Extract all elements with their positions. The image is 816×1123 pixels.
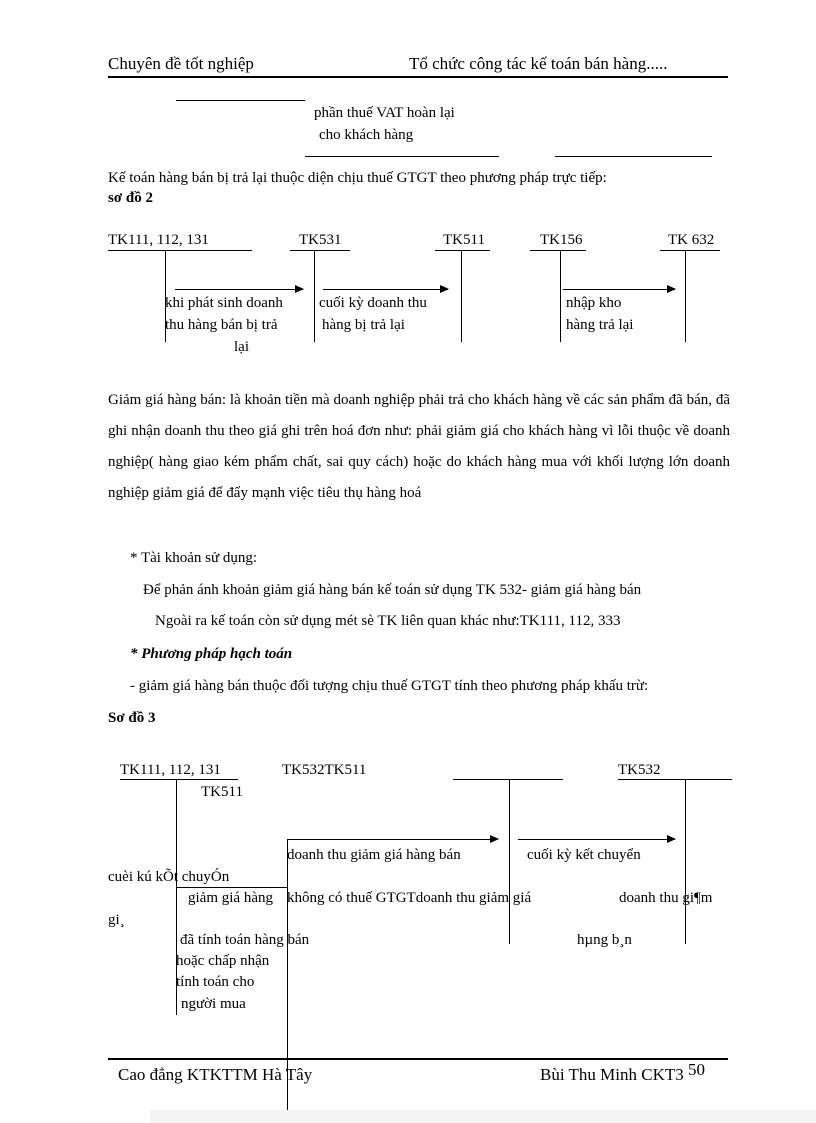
header-right: Tổ chức công tác kế toán bán hàng..... [409,54,668,73]
footer-right: Bùi Thu Minh CKT3 [540,1065,684,1084]
d2-note-1-line-1: khi phát sinh doanh [165,295,283,311]
d3-note-transfer: cuèi kú kÕt chuyÓn [108,869,230,885]
d3-v-line-4 [685,779,686,944]
d3-note-novat: không có thuế GTGTdoanh thu giảm giá [287,890,532,906]
d3-account-tk511: TK511 [201,784,243,800]
d3-t-line-2 [453,779,563,780]
top-diagram-text-2: cho khách hàng [319,127,414,143]
method-heading: * Phương pháp hạch toán [130,646,293,662]
d3-v-line-3 [509,779,510,944]
d3-account-tk532-tk511: TK532TK511 [282,762,367,778]
header-rule [108,76,728,78]
d3-note-period: cuối kỳ kết chuyển [527,847,641,863]
d3-note-calc: đã tính toán hàng bán [180,932,310,948]
d2-t-line-5 [660,250,720,251]
d2-note-1-line-3: lại [234,339,249,355]
d2-arrow-3 [563,289,675,290]
d3-t-line-3 [618,779,732,780]
d2-v-line-2 [314,250,315,342]
d3-h-line-mid [176,887,287,888]
d3-note-buyer: người mua [181,996,246,1012]
page-bottom-bar [150,1110,816,1123]
top-diagram-text-1: phần thuế VAT hoàn lại [314,105,455,121]
d3-note-discount: giảm giá hàng [188,890,273,906]
d2-arrow-1 [175,289,303,290]
d2-t-line-4 [530,250,586,251]
d3-t-line-1 [120,779,238,780]
top-line-right [555,156,712,157]
diagram2-title: sơ đồ 2 [108,190,153,206]
accounts-line-2: Ngoài ra kế toán còn sử dụng mét sè TK liên quan khác như:TK111, 112, 333 [155,613,621,629]
d2-account-tk531: TK531 [299,232,342,248]
d3-account-tk532: TK532 [618,762,661,778]
method-line-1: - giảm giá hàng bán thuộc đối tượng chịu thuế GTGT tính theo phương pháp khấu trừ: [130,678,649,694]
accounts-line-1: Để phản ánh khoản giảm giá hàng bán kế toán sử dụng TK 532- giảm giá hàng bán [143,582,642,598]
discount-paragraph: Giảm giá hàng bán: là khoản tiền mà doanh nghiệp phải trả cho khách hàng về các sản phẩm đã bán, đã ghi nhận doanh thu theo giá ghi trên hoá đơn như: phải giảm giá cho khách hàng vì lỗi thuộc về doanh nghiệp( hàng giao kém phẩm chất, sai quy cách) hoặc do khách hàng mua với khối lượng lớn doanh nghiệp giảm giá để đẩy mạnh việc tiêu thụ hàng hoá [108,392,730,501]
d3-note-calc2: tính toán cho [176,974,255,990]
header-left: Chuyên đề tốt nghiệp [108,54,254,73]
d2-account-tk632: TK 632 [668,232,715,248]
d2-t-line-2 [290,250,350,251]
d2-account-tk156: TK156 [540,232,583,248]
d3-arrow-2 [518,839,675,840]
d2-account-tk111: TK111, 112, 131 [108,232,209,248]
d3-note-gi: gi¸ [108,912,125,928]
d2-note-1-line-2: thu hàng bán bị trả [165,317,278,333]
accounts-heading: * Tài khoản sử dụng: [130,550,258,566]
d3-note-accept: hoặc chấp nhận [176,953,270,969]
d2-v-line-4 [560,250,561,342]
top-line-mid [305,156,499,157]
d2-arrow-2 [323,289,448,290]
d2-note-3-line-2: hàng trả lại [566,317,634,333]
footer-rule [108,1058,728,1060]
intro-text: Kế toán hàng bán bị trả lại thuộc diện chịu thuế GTGT theo phương pháp trực tiếp: [108,170,607,186]
d3-note-sales: hµng b¸n [577,932,632,948]
diagram3-title: Sơ đồ 3 [108,710,156,726]
d3-arrow-1 [287,839,498,840]
d2-t-line-1 [108,250,252,251]
footer-left: Cao đẳng KTKTTM Hà Tây [118,1065,313,1084]
d2-v-line-3 [461,250,462,342]
d3-note-revenue2: doanh thu gi¶m [619,890,713,906]
d3-account-tk111: TK111, 112, 131 [120,762,221,778]
d2-note-2-line-1: cuối kỳ doanh thu [319,295,427,311]
d2-t-line-3 [435,250,490,251]
d2-v-line-5 [685,250,686,342]
d2-account-tk511: TK511 [443,232,485,248]
d2-note-2-line-2: hàng bị trả lại [322,317,405,333]
d3-note-revenue: doanh thu giảm giá hàng bán [287,847,461,863]
top-line-left [176,100,305,101]
page-number: 50 [688,1060,705,1079]
d2-note-3-line-1: nhập kho [566,295,622,311]
